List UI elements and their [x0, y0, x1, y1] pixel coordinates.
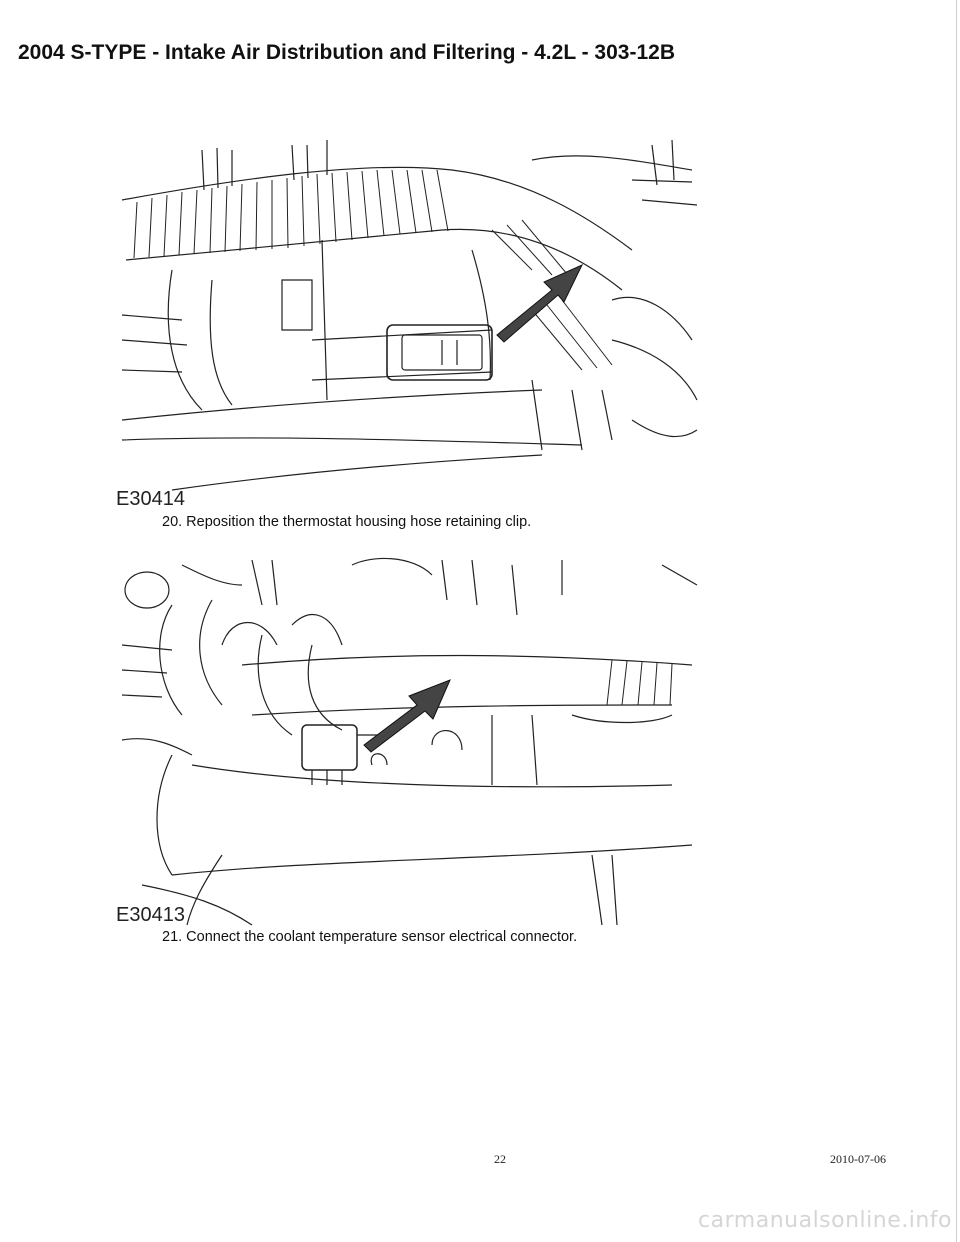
page-number: 22: [494, 1152, 506, 1166]
illustration-sensor-connector: [112, 555, 702, 930]
figure-id: E30414: [116, 488, 185, 510]
figure-id: E30413: [116, 904, 185, 926]
page-edge-line: [956, 0, 957, 1242]
step-instruction: 20. Reposition the thermostat housing hose retaining clip.: [162, 514, 532, 530]
watermark: carmanualsonline.info: [698, 1208, 952, 1233]
step-instruction: 21. Connect the coolant temperature sensor electrical connector.: [162, 929, 578, 945]
footer-date: 2010-07-06: [830, 1152, 886, 1166]
illustration-hose-clip: [112, 140, 702, 500]
page-title: 2004 S-TYPE - Intake Air Distribution and Filtering - 4.2L - 303-12B: [18, 41, 675, 64]
